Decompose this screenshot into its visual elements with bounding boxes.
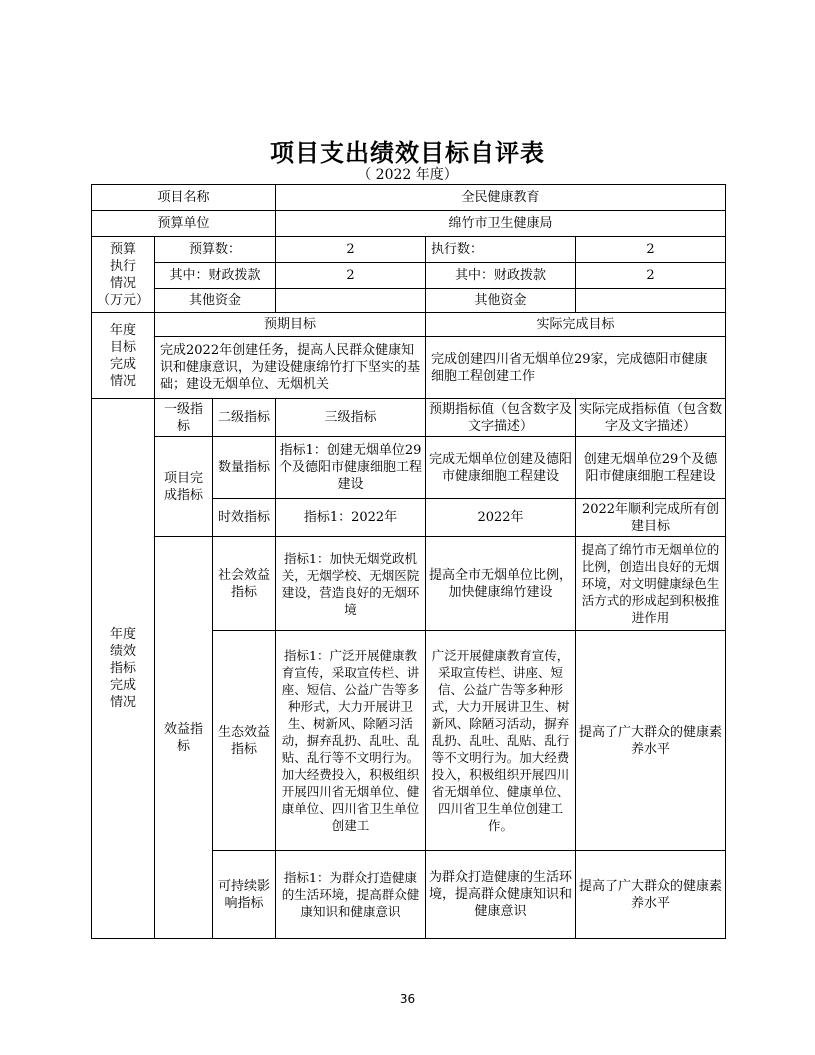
actual-target-header: 实际完成目标 xyxy=(426,313,726,337)
row-level2: 社会效益指标 xyxy=(213,537,276,631)
row-level3: 指标1：创建无烟单位29个及德阳市健康细胞工程建设 xyxy=(276,437,426,499)
row-level3: 指标1：加快无烟党政机关，无烟学校、无烟医院建设，营造良好的无烟环境 xyxy=(276,537,426,631)
year-label: （ 2022 年度） xyxy=(357,167,458,183)
row-expected: 提高全市无烟单位比例，加快健康绵竹建设 xyxy=(426,537,576,631)
other-funds-label-1: 其他资金 xyxy=(155,289,276,313)
header-level3: 三级指标 xyxy=(276,399,426,437)
row-actual: 提高了广大群众的健康素养水平 xyxy=(576,851,726,939)
table-row xyxy=(92,337,726,399)
project-name-label: 项目名称 xyxy=(92,185,276,211)
fiscal-label-2: 其中：财政拨款 xyxy=(426,263,576,289)
page-title: 项目支出绩效目标自评表 xyxy=(270,138,545,167)
row-level2: 生态效益指标 xyxy=(213,631,276,851)
table-row xyxy=(92,537,726,631)
fiscal-label-1: 其中：财政拨款 xyxy=(155,263,276,289)
table-row xyxy=(92,437,726,499)
other-funds-value-1 xyxy=(276,289,426,313)
table-row xyxy=(92,211,726,237)
budget-unit-value: 绵竹市卫生健康局 xyxy=(276,211,726,237)
row-level3: 指标1：广泛开展健康教育宣传，采取宣传栏、讲座、短信、公益广告等多种形式，大力开展讲卫生、树新风、除陋习活动，摒弃乱扔、乱吐、乱贴、乱行等不文明行为。加大经费投入，积极组织开展四川省无烟单位、健康单位、四川省卫生单位创建工 xyxy=(276,631,426,851)
row-level2: 时效指标 xyxy=(213,499,276,537)
evaluation-table xyxy=(91,184,726,939)
row-actual: 创建无烟单位29个及德阳市健康细胞工程建设 xyxy=(576,437,726,499)
fiscal-value-1: 2 xyxy=(276,263,426,289)
table-row xyxy=(92,313,726,337)
actual-target-text: 完成创建四川省无烟单位29家，完成德阳市健康细胞工程创建工作 xyxy=(426,337,726,399)
row-level3: 指标1：为群众打造健康的生活环境，提高群众健康知识和健康意识 xyxy=(276,851,426,939)
annual-target-label: 年度 目标 完成 情况 xyxy=(92,313,155,399)
exec-amount-label: 执行数： xyxy=(426,237,576,263)
table-row xyxy=(92,237,726,263)
group-output: 项目完成指标 xyxy=(155,437,213,537)
other-funds-label-2: 其他资金 xyxy=(426,289,576,313)
table-row xyxy=(92,263,726,289)
exec-amount-value: 2 xyxy=(576,237,726,263)
row-level2: 数量指标 xyxy=(213,437,276,499)
row-actual: 提高了绵竹市无烟单位的比例，创造出良好的无烟环境，对文明健康绿色生活方式的形成起到积极推进作用 xyxy=(576,537,726,631)
row-actual: 提高了广大群众的健康素养水平 xyxy=(576,631,726,851)
exec-label: 预算 执行 情况 （万元） xyxy=(92,237,155,313)
perf-label: 年度 绩效 指标 完成 情况 xyxy=(92,399,155,939)
header-level2: 二级指标 xyxy=(213,399,276,437)
row-expected: 完成无烟单位创建及德阳市健康细胞工程建设 xyxy=(426,437,576,499)
row-level2: 可持续影响指标 xyxy=(213,851,276,939)
row-level3: 指标1：2022年 xyxy=(276,499,426,537)
budget-amount-label: 预算数： xyxy=(155,237,276,263)
row-expected: 为群众打造健康的生活环境，提高群众健康知识和健康意识 xyxy=(426,851,576,939)
header-expected: 预期指标值（包含数字及文字描述） xyxy=(426,399,576,437)
budget-unit-label: 预算单位 xyxy=(92,211,276,237)
table-row xyxy=(92,185,726,211)
budget-amount-value: 2 xyxy=(276,237,426,263)
row-expected: 2022年 xyxy=(426,499,576,537)
group-benefit: 效益指标 xyxy=(155,537,213,939)
table-row xyxy=(92,289,726,313)
expected-target-header: 预期目标 xyxy=(155,313,426,337)
expected-target-text: 完成2022年创建任务，提高人民群众健康知识和健康意识，为建设健康绵竹打下坚实的基础；建设无烟单位、无烟机关 xyxy=(155,337,426,399)
table-row xyxy=(92,399,726,437)
other-funds-value-2 xyxy=(576,289,726,313)
project-name-value: 全民健康教育 xyxy=(276,185,726,211)
header-level1: 一级指标 xyxy=(155,399,213,437)
row-actual: 2022年顺利完成所有创建目标 xyxy=(576,499,726,537)
page-number: 36 xyxy=(399,992,416,1006)
row-expected: 广泛开展健康教育宣传，采取宣传栏、讲座、短信、公益广告等多种形式，大力开展讲卫生、树新风、除陋习活动，摒弃乱扔、乱吐、乱贴、乱行等不文明行为。加大经费投入，积极组织开展四川省无烟单位、健康单位、四川省卫生单位创建工作。 xyxy=(426,631,576,851)
header-actual: 实际完成指标值（包含数字及文字描述） xyxy=(576,399,726,437)
fiscal-value-2: 2 xyxy=(576,263,726,289)
